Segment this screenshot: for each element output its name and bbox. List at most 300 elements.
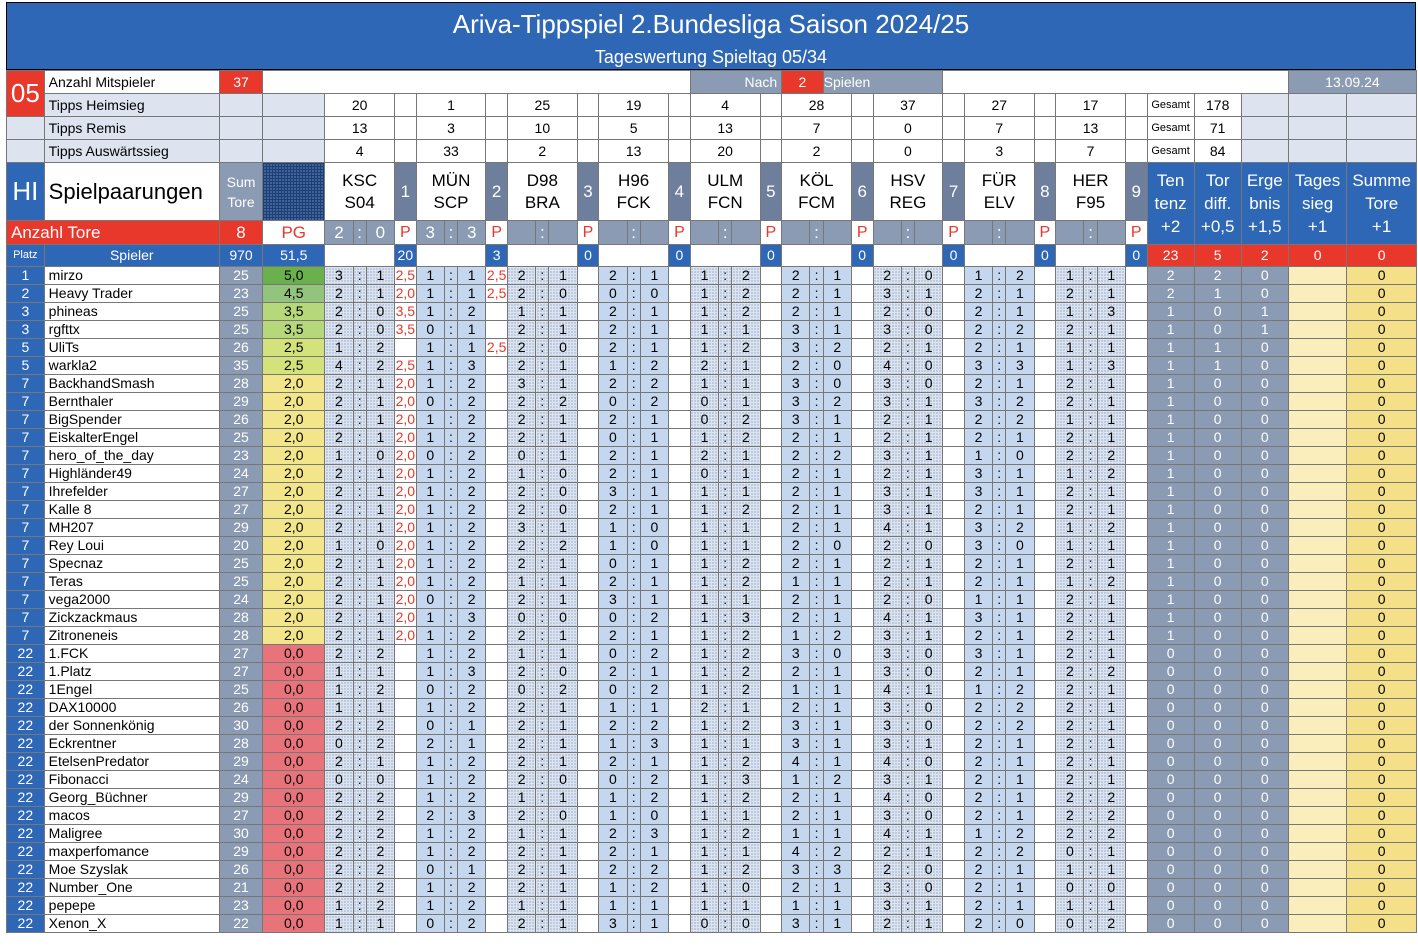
colon: : [631,879,636,895]
player-row [7,861,1417,879]
tip-away: 1 [1006,609,1034,627]
tipps-count: 10 [507,117,577,140]
tip-home: 1 [416,411,444,429]
bonus-tagessieg [1288,843,1346,861]
tip-sep [1084,483,1097,501]
tip-away: 1 [823,753,851,771]
colon: : [723,303,728,319]
tip-sep [810,663,823,681]
colon: : [539,222,545,242]
tip-points [1125,411,1147,429]
tip-sep [353,591,366,609]
tip-sep [444,681,457,699]
colon: : [723,519,728,535]
colon: : [357,717,362,733]
tipps-count: 4 [325,140,395,163]
tip-home: 2 [690,699,718,717]
colon: : [1088,411,1093,427]
tip-sep [993,717,1006,735]
tip-points [1125,357,1147,375]
tip-away: 2 [640,393,668,411]
tip-sep [1084,393,1097,411]
spacer [1056,245,1126,267]
bonus-header [1241,163,1288,245]
tip-sep [993,699,1006,717]
player-pg: 2,0 [263,375,325,393]
tip-home: 1 [1056,339,1084,357]
tip-home: 1 [1056,537,1084,555]
tip-home: 2 [1056,717,1084,735]
tip-away: 1 [366,699,394,717]
tip-sep [719,483,732,501]
tip-sep [536,573,549,591]
colon: : [814,393,819,409]
tip-points [1125,699,1147,717]
player-platz: 7 [7,375,45,393]
bonus-tendenz: 2 [1147,267,1194,285]
tip-sep [901,303,914,321]
bonus-tendenz: 2 [1147,285,1194,303]
bonus-summe-tore: 0 [1347,519,1417,537]
tip-away: 0 [366,771,394,789]
tip-points [943,303,965,321]
tip-away: 1 [914,393,942,411]
tip-away: 1 [823,483,851,501]
tip-points [1125,627,1147,645]
tip-sep [627,267,640,285]
tip-home: 1 [416,663,444,681]
tip-away: 2 [640,375,668,393]
tip-away: 2 [640,771,668,789]
tip-home: 1 [416,285,444,303]
colon: : [723,609,728,625]
tip-sep [719,663,732,681]
tip-away: 1 [640,915,668,933]
bonus-summe-tore: 0 [1347,285,1417,303]
tip-sep [353,699,366,717]
tip-points [668,465,690,483]
tip-points [486,897,508,915]
tip-points: 2,0 [395,627,416,643]
tipps-count: 5 [599,117,669,140]
colon: : [723,321,728,337]
tip-away: 2 [1097,447,1125,465]
p-label: P [851,221,873,245]
tip-away: 1 [823,519,851,537]
tip-points [1125,393,1147,411]
tip-home: 3 [964,465,992,483]
colon: : [905,717,910,733]
tip-points [486,393,508,411]
colon: : [449,879,453,895]
tip-home: 2 [599,753,627,771]
colon: : [357,339,362,355]
tip-points [943,411,965,429]
colon: : [449,753,453,769]
colon: : [357,537,362,553]
colon: : [540,699,545,715]
bonus-tagessieg [1288,609,1346,627]
spacer [7,140,45,163]
player-row [7,483,1417,501]
tip-sep [444,645,457,663]
tip-away: 1 [1097,411,1125,429]
tip-home: 3 [873,483,901,501]
tip-away: 1 [549,753,577,771]
tip-away: 0 [823,537,851,555]
tip-points [577,339,599,357]
match-points: 0 [577,245,599,267]
tip-home: 1 [599,537,627,555]
bonus-summe-tore: 0 [1347,645,1417,663]
bonus-tagessieg [1288,285,1346,303]
tip-away: 1 [549,555,577,573]
tip-sep [536,519,549,537]
platz-header: Platz [7,245,45,267]
tipps-label: Tipps Heimsieg [44,94,219,117]
tip-home: 2 [782,483,810,501]
tip-home: 1 [599,357,627,375]
match-header [599,163,669,221]
tip-away: 1 [366,915,394,933]
tip-points [760,861,782,879]
tip-sep [719,735,732,753]
colon: : [723,339,728,355]
bonus-summe-tore: 0 [1347,267,1417,285]
tip-away: 1 [640,753,668,771]
colon: : [814,897,819,913]
tip-away: 2 [458,591,486,609]
colon: : [1088,609,1093,625]
tip-sep [627,789,640,807]
tip-points [1125,645,1147,663]
colon: : [997,825,1002,841]
tip-home: 0 [416,393,444,411]
bonus-tagessieg [1288,357,1346,375]
tip-away: 1 [549,915,577,933]
tip-sep [444,861,457,879]
tip-points [1125,681,1147,699]
colon: : [997,735,1002,751]
tip-points [577,735,599,753]
tip-sep [719,627,732,645]
colon: : [449,537,453,553]
colon: : [449,843,453,859]
tip-home: 1 [507,573,535,591]
tip-home: 2 [964,843,992,861]
tip-points [943,627,965,645]
tip-home: 4 [873,753,901,771]
tip-home: 2 [873,411,901,429]
gesamt-value: 178 [1194,94,1241,117]
tip-points [760,789,782,807]
tip-sep [536,681,549,699]
spacer [1125,94,1147,117]
tip-points [1034,501,1056,519]
colon: : [1088,915,1093,931]
spacer [1288,94,1346,117]
tip-sep [810,501,823,519]
colon: : [540,393,545,409]
tip-away: 1 [1006,789,1034,807]
tip-sep [719,753,732,771]
result-sep [810,221,823,245]
tip-sep [444,501,457,519]
colon: : [905,699,910,715]
bonus-ergebnis: 0 [1241,789,1288,807]
bonus-tendenz: 1 [1147,447,1194,465]
tip-points [395,663,417,681]
colon: : [905,465,910,481]
tip-away: 1 [914,573,942,591]
tip-points [943,609,965,627]
bonus-tagessieg [1288,807,1346,825]
colon: : [631,807,636,823]
player-platz: 7 [7,591,45,609]
tip-away: 0 [914,807,942,825]
tip-points [943,267,965,285]
player-tore: 26 [219,411,262,429]
spacer [577,94,599,117]
tip-sep [993,447,1006,465]
tip-away: 2 [458,393,486,411]
spacer [943,71,1289,94]
colon: : [631,789,636,805]
tip-points [851,267,873,285]
spacer [577,117,599,140]
tip-sep [810,717,823,735]
colon: : [814,681,819,697]
tip-away: 3 [458,609,486,627]
tip-points [760,897,782,915]
player-pg: 2,0 [263,465,325,483]
tip-sep [444,447,457,465]
colon: : [631,411,636,427]
tip-away: 1 [823,915,851,933]
bonus-ergebnis: 0 [1241,699,1288,717]
tip-away: 1 [549,717,577,735]
tip-away: 0 [640,285,668,303]
tip-sep [810,573,823,591]
tip-home: 2 [599,627,627,645]
player-name: pepepe [44,897,219,915]
tip-points [1125,573,1147,591]
player-tore: 28 [219,375,262,393]
tip-sep [1084,915,1097,933]
colon: : [1088,321,1093,337]
colon: : [540,735,545,751]
tip-points [1125,717,1147,735]
colon: : [1088,753,1093,769]
tip-points [668,267,690,285]
tip-away: 2 [458,879,486,897]
tip-points [1125,735,1147,753]
bonus-tagessieg [1288,429,1346,447]
tip-sep [993,753,1006,771]
tip-points [851,879,873,897]
player-pg: 0,0 [263,915,325,933]
tip-points [851,897,873,915]
tip-sep [1084,897,1097,915]
tip-away: 1 [640,501,668,519]
tip-away: 1 [366,555,394,573]
player-pg: 2,0 [263,555,325,573]
player-row [7,825,1417,843]
tip-away: 3 [1006,357,1034,375]
tip-home: 2 [782,501,810,519]
tip-away: 0 [549,807,577,825]
tip-points [668,717,690,735]
tip-away: 2 [1006,843,1034,861]
tip-away: 2 [366,897,394,915]
spacer [1125,140,1147,163]
tip-home: 3 [599,591,627,609]
colon: : [540,645,545,661]
tip-away: 2 [366,339,394,357]
colon: : [540,717,545,733]
bonus-tordiff: 0 [1194,735,1241,753]
tip-home: 2 [507,735,535,753]
player-row [7,501,1417,519]
colon: : [997,357,1002,373]
tip-points [1034,447,1056,465]
tip-away: 2 [1006,321,1034,339]
player-row [7,573,1417,591]
colon: : [905,591,910,607]
tip-sep [901,393,914,411]
tip-home: 2 [507,555,535,573]
colon: : [723,393,728,409]
tipps-count: 3 [964,140,1034,163]
colon: : [997,321,1002,337]
tip-points [760,357,782,375]
tip-points: 2,0 [395,411,416,427]
tip-away: 1 [366,573,394,591]
tip-sep [1084,573,1097,591]
tip-sep [901,555,914,573]
tip-sep [901,519,914,537]
colon: : [1088,537,1093,553]
spacer [219,140,262,163]
colon: : [1088,663,1093,679]
player-pg: 2,0 [263,609,325,627]
tip-points [1034,429,1056,447]
tip-home: 1 [690,663,718,681]
result-sep [719,221,732,245]
player-name: maxperfomance [44,843,219,861]
tip-points: 2,5 [486,339,507,355]
tip-home: 2 [325,861,353,879]
bonus-ergebnis: 0 [1241,843,1288,861]
tip-away: 2 [366,807,394,825]
tip-home: 2 [325,411,353,429]
player-platz: 7 [7,483,45,501]
tip-home: 2 [325,375,353,393]
tip-away: 2 [732,429,760,447]
tip-sep [1084,555,1097,573]
colon: : [449,915,453,931]
bonus-tendenz: 1 [1147,537,1194,555]
p-label: P [760,221,782,245]
tip-points [668,555,690,573]
colon: : [540,285,545,301]
tip-away: 1 [366,465,394,483]
tip-home: 0 [416,591,444,609]
tip-points [577,645,599,663]
bonus-ergebnis: 1 [1241,303,1288,321]
tipps-count: 7 [1056,140,1126,163]
tip-home: 2 [964,627,992,645]
tip-points [760,807,782,825]
colon: : [357,609,362,625]
tip-home: 1 [782,825,810,843]
tip-sep [1084,411,1097,429]
colon: : [357,519,362,535]
colon: : [540,321,545,337]
tip-points [943,591,965,609]
tip-points [486,483,508,501]
player-name: Ihrefelder [44,483,219,501]
tip-home: 2 [325,609,353,627]
tip-home: 4 [873,519,901,537]
tip-sep [993,735,1006,753]
tip-sep [444,717,457,735]
tip-home: 1 [416,609,444,627]
bonus-tordiff: 0 [1194,591,1241,609]
tipps-label: Tipps Auswärtssieg [44,140,219,163]
tip-points [760,717,782,735]
tip-away: 2 [640,645,668,663]
tip-away: 1 [366,663,394,681]
tip-sep [993,879,1006,897]
player-platz: 22 [7,753,45,771]
player-pg: 0,0 [263,897,325,915]
colon: : [631,393,636,409]
match-header [416,163,486,221]
player-tore: 25 [219,681,262,699]
tip-sep [719,789,732,807]
player-name: Bernthaler [44,393,219,411]
tip-sep [993,555,1006,573]
tip-home: 2 [325,483,353,501]
tip-away: 1 [823,699,851,717]
tip-points [577,897,599,915]
tip-home: 3 [873,771,901,789]
player-name: BigSpender [44,411,219,429]
tip-away: 2 [458,519,486,537]
tip-sep [353,825,366,843]
player-tore: 23 [219,285,262,303]
bonus-tendenz: 0 [1147,915,1194,933]
tip-home: 2 [325,879,353,897]
colon: : [997,267,1002,283]
colon: : [723,627,728,643]
colon: : [905,411,910,427]
tip-points [668,771,690,789]
tip-away: 0 [914,321,942,339]
tip-points [577,267,599,285]
tip-away: 1 [366,501,394,519]
tip-points [943,537,965,555]
result-home [1056,221,1084,245]
tip-away: 1 [1006,303,1034,321]
tip-sep [901,699,914,717]
tip-points [760,339,782,357]
tip-sep [719,285,732,303]
tip-points [851,483,873,501]
tip-points [1125,321,1147,339]
tip-home: 2 [964,573,992,591]
